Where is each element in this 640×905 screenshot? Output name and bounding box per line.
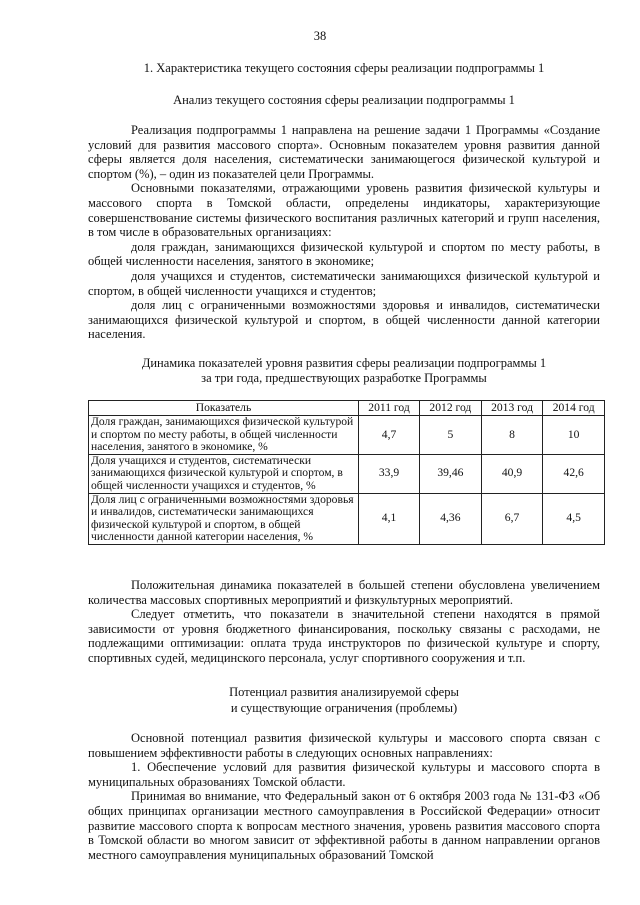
paragraph: доля учащихся и студентов, систематически занимающихся физической культурой и спортом, в общей численности учащихся и студентов; <box>88 268 600 298</box>
table-row <box>89 416 605 455</box>
paragraph: Реализация подпрограммы 1 направлена на решение задачи 1 Программы «Создание условий для развития массового спорта». Основным показателем уровня развития данной сферы является доля населения, систематически занимающегося физической культурой и спортом (%), – один из показателей цели Программы. <box>88 123 600 181</box>
indicator-cell: Доля граждан, занимающихся физической культурой и спортом по месту работы, в общей численности населения, занятого в экономике, % <box>89 416 359 455</box>
table-header-cell: Показатель <box>89 401 359 416</box>
value-cell: 42,6 <box>543 454 605 493</box>
value-cell: 5 <box>420 416 482 455</box>
table-header-cell: 2011 год <box>359 401 420 416</box>
potential-text <box>88 731 600 862</box>
table-header-row <box>89 401 605 416</box>
paragraph: Следует отметить, что показатели в значительной степени находятся в прямой зависимости от уровня бюджетного финансирования, поскольку связаны с расходами, не подлежащими оптимизации: оплата труда инструкторов по физической культуре и спорту, спортивных судей, медицинского персонала, услуг спортивного сооружения и т.п. <box>88 607 600 665</box>
table-row <box>89 454 605 493</box>
indicators-table <box>88 400 605 545</box>
table-header-cell: 2012 год <box>420 401 482 416</box>
table-title-line1: Динамика показателей уровня развития сферы реализации подпрограммы 1 <box>141 356 547 370</box>
indicator-cell: Доля учащихся и студентов, систематически занимающихся физической культурой и спортом, в общей численности учащихся и студентов, % <box>89 454 359 493</box>
potential-title-line1: Потенциал развития анализируемой сферы <box>229 685 459 699</box>
value-cell: 39,46 <box>420 454 482 493</box>
paragraph: Положительная динамика показателей в большей степени обусловлена увеличением количества массовых спортивных мероприятий и физкультурных мероприятий. <box>88 578 600 607</box>
value-cell: 4,5 <box>543 493 605 544</box>
table-row <box>89 493 605 544</box>
table-title-line2: за три года, предшествующих разработке Программы <box>201 371 487 385</box>
value-cell: 40,9 <box>481 454 543 493</box>
intro-text <box>88 123 600 342</box>
subsection-title: Анализ текущего состояния сферы реализации подпрограммы 1 <box>173 93 515 107</box>
section-title: 1. Характеристика текущего состояния сферы реализации подпрограммы 1 <box>143 61 545 75</box>
paragraph: доля лиц с ограниченными возможностями здоровья и инвалидов, систематически занимающихся физической культурой и спортом, в общей численности данной категории населения. <box>88 298 600 342</box>
paragraph: Основной потенциал развития физической культуры и массового спорта связан с повышением эффективности работы в следующих основных направлениях: <box>88 731 600 760</box>
after-table-text <box>88 578 600 666</box>
value-cell: 4,1 <box>359 493 420 544</box>
potential-title-line2: и существующие ограничения (проблемы) <box>230 701 458 715</box>
table-header-cell: 2013 год <box>481 401 543 416</box>
paragraph: доля граждан, занимающихся физической культурой и спортом по месту работы, в общей численности населения, занятого в экономике; <box>88 239 600 269</box>
value-cell: 4,36 <box>420 493 482 544</box>
value-cell: 8 <box>481 416 543 455</box>
value-cell: 10 <box>543 416 605 455</box>
value-cell: 4,7 <box>359 416 420 455</box>
table-header-cell: 2014 год <box>543 401 605 416</box>
paragraph: Основными показателями, отражающими уровень развития физической культуры и массового спорта в Томской области, определены индикаторы, характеризующие совершенствование системы физического воспитания различных категорий и групп населения, в том числе в образовательных организациях: <box>88 181 600 240</box>
paragraph: Принимая во внимание, что Федеральный закон от 6 октября 2003 года № 131-ФЗ «Об общих принципах организации местного самоуправления в Российской Федерации» относит развитие массового спорта к вопросам местного значения, уровень развития массового спорта в Томской области во многом зависит от эффективной работы в данном направлении органов местного самоуправления муниципальных образований Томской <box>88 789 600 862</box>
page-number: 38 <box>313 29 327 43</box>
indicator-cell: Доля лиц с ограниченными возможностями здоровья и инвалидов, систематически занимающихся физической культурой и спортом, в общей численности данной категории населения, % <box>89 493 359 544</box>
paragraph: 1. Обеспечение условий для развития физической культуры и массового спорта в муниципальных образованиях Томской области. <box>88 760 600 789</box>
value-cell: 33,9 <box>359 454 420 493</box>
value-cell: 6,7 <box>481 493 543 544</box>
